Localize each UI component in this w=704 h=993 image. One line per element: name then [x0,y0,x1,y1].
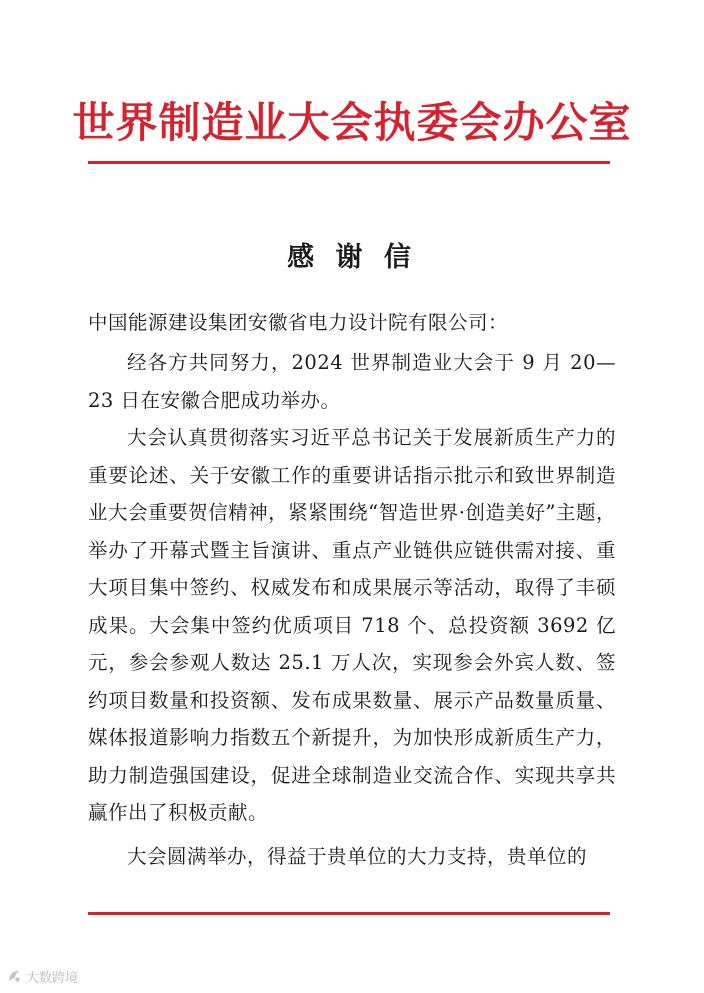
paragraph-1: 经各方共同努力，2024 世界制造业大会于 9 月 20—23 日在安徽合肥成功举办。 [88,351,616,412]
brand-logo-icon [6,968,22,984]
paragraph-3: 大会圆满举办，得益于贵单位的大力支持，贵单位的 [127,845,588,868]
salutation: 中国能源建设集团安徽省电力设计院有限公司： [88,311,509,334]
footer-divider [88,912,610,915]
letterhead-divider [88,161,610,164]
letterhead-title: 世界制造业大会执委会办公室 [72,98,632,147]
letter-title: 感 谢 信 [287,242,417,273]
watermark-text: 大数跨境 [26,970,79,986]
watermark [6,966,78,986]
paragraph-2: 大会认真贯彻落实习近平总书记关于发展新质生产力的重要论述、关于安徽工作的重要讲话指示批示和致世界制造业大会重要贺信精神，紧紧围绕“智造世界·创造美好”主题，举办了开幕式暨主旨演讲、重点产业链供应链供需对接、重大项目集中签约、权威发布和成果展示等活动，取得了丰硕成果。大会集中签约优质项目 718 个、总投资额 3692 亿元，参会参观人数达 25.1 万人次，实现参会外宾人数、签约项目数量和投资额、发布成果数量、展示产品数量质量、媒体报道影响力指数五个新提升，为加快形成新质生产力，助力制造强国建设，促进全球制造业交流合作、实现共享共赢作出了积极贡献。 [88,426,616,824]
